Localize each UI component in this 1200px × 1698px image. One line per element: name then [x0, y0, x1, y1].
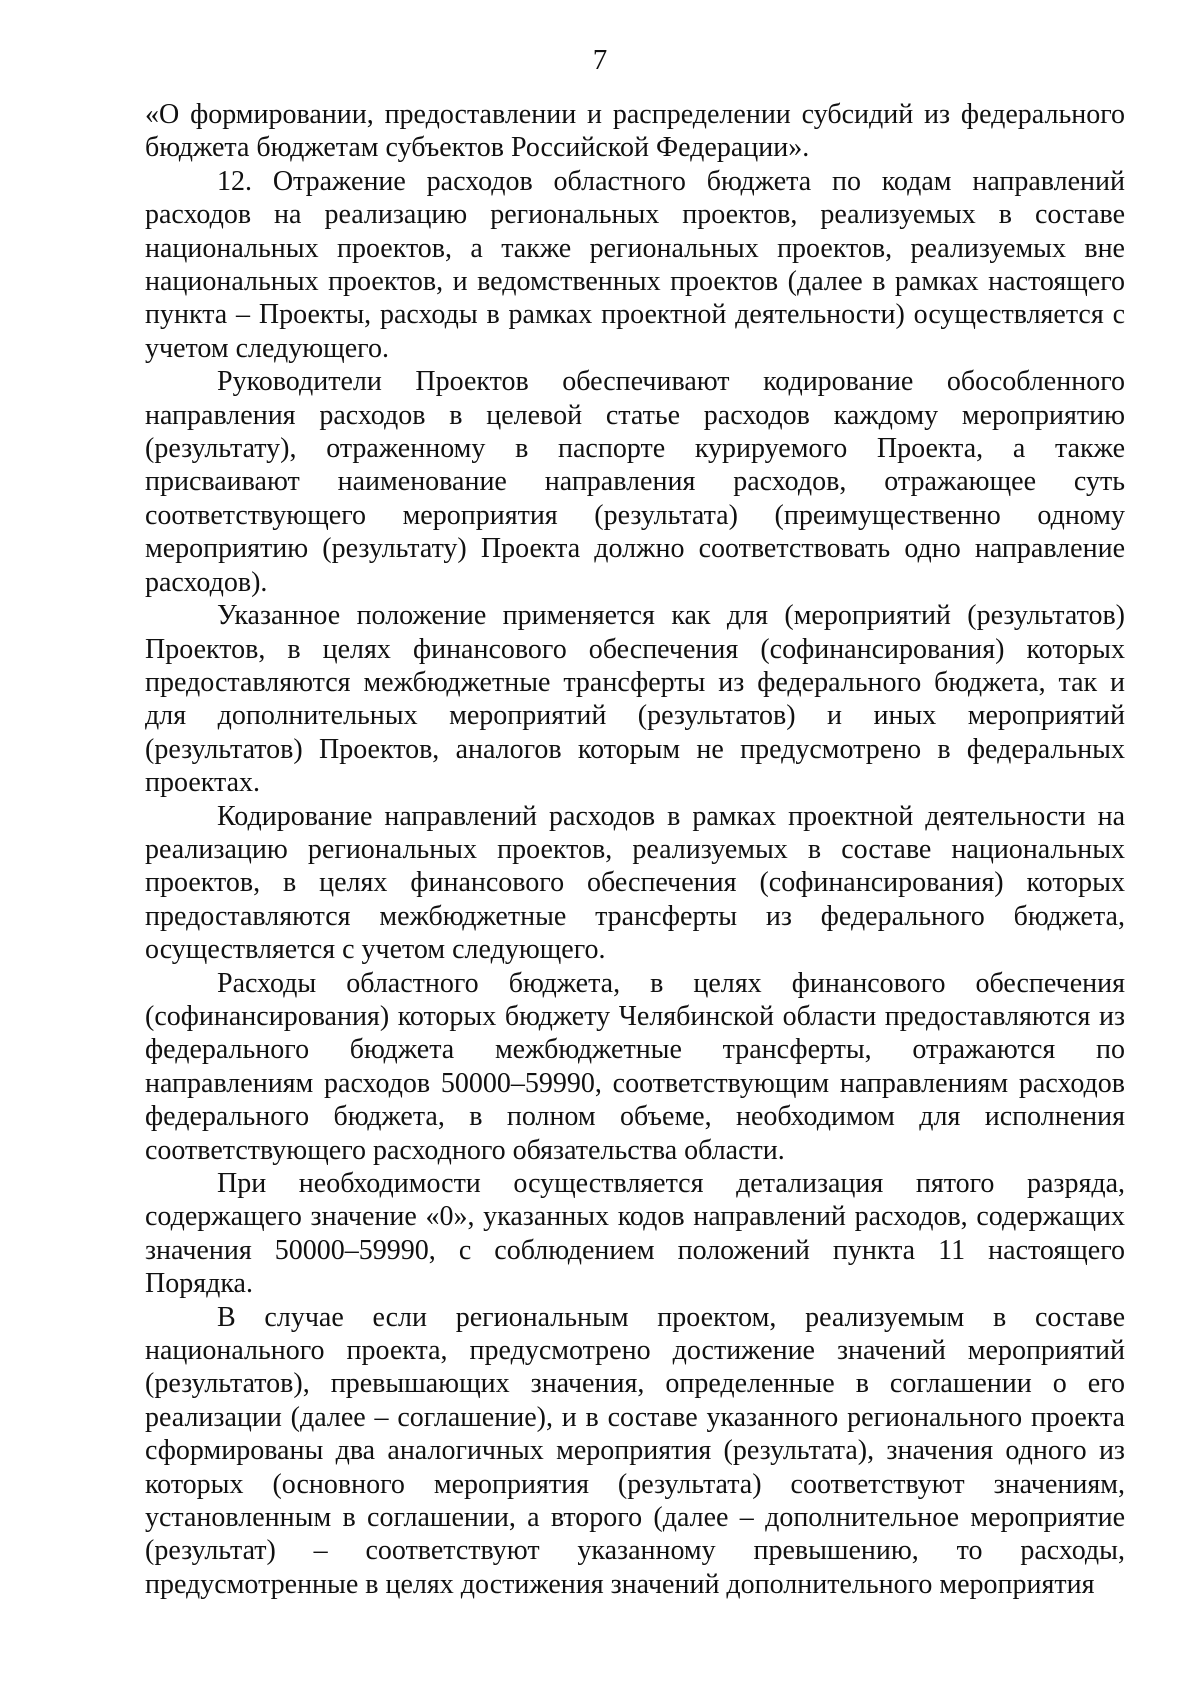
paragraph-coding: Кодирование направлений расходов в рамках проектной деятельности на реализацию региональных проектов, реализуемых в составе национальных проектов, в целях финансового обеспечения (софинансирования) которых предоставляются межбюджетные трансферты из федерального бюджета, осуществляется с учетом следующего. [145, 800, 1125, 966]
paragraph-applicability: Указанное положение применяется как для (мероприятий (результатов) Проектов, в целях финансового обеспечения (софинансирования) которых предоставляются межбюджетные трансферты из федерального бюджета, так и для дополнительных мероприятий (результатов) и иных мероприятий (результатов) Проектов, аналогов которым не предусмотрено в федеральных проектах. [145, 600, 1125, 799]
document-body [145, 98, 1125, 1601]
paragraph-expenses: Расходы областного бюджета, в целях финансового обеспечения (софинансирования) которых бюджету Челябинской области предоставляются из федерального бюджета межбюджетные трансферты, отражаются по направлениям расходов 50000–59990, соответствующим направлениям расходов федерального бюджета, в полном объеме, необходимом для исполнения соответствующего расходного обязательства области. [145, 967, 1125, 1166]
paragraph-additional-events: В случае если региональным проектом, реализуемым в составе национального проекта, предусмотрено достижение значений мероприятий (результатов), превышающих значения, определенные в соглашении о его реализации (далее – соглашение), и в составе указанного регионального проекта сформированы два аналогичных мероприятия (результата), значения одного из которых (основного мероприятия (результата) соответствуют значениям, установленным в соглашении, а второго (далее – дополнительное мероприятие (результат) – соответствуют указанному превышению, то расходы, предусмотренные в целях достижения значений дополнительного мероприятия [145, 1301, 1125, 1600]
paragraph-continuation: «О формировании, предоставлении и распределении субсидий из федерального бюджета бюджетам субъектов Российской Федерации». [145, 99, 1125, 164]
paragraph-detailing: При необходимости осуществляется детализация пятого разряда, содержащего значение «0», указанных кодов направлений расходов, содержащих значения 50000–59990, с соблюдением положений пункта 11 настоящего Порядка. [145, 1168, 1125, 1300]
paragraph-item-12: 12. Отражение расходов областного бюджета по кодам направлений расходов на реализацию региональных проектов, реализуемых в составе национальных проектов, а также региональных проектов, реализуемых вне национальных проектов, и ведомственных проектов (далее в рамках настоящего пункта – Проекты, расходы в рамках проектной деятельности) осуществляется с учетом следующего. [145, 165, 1125, 364]
paragraph-project-heads: Руководители Проектов обеспечивают кодирование обособленного направления расходов в целевой статье расходов каждому мероприятию (результату), отраженному в паспорте курируемого Проекта, а также присваивают наименование направления расходов, отражающее суть соответствующего мероприятия (результата) (преимущественно одному мероприятию (результату) Проекта должно соответствовать одно направление расходов). [145, 366, 1125, 598]
page-number: 7 [592, 44, 608, 76]
